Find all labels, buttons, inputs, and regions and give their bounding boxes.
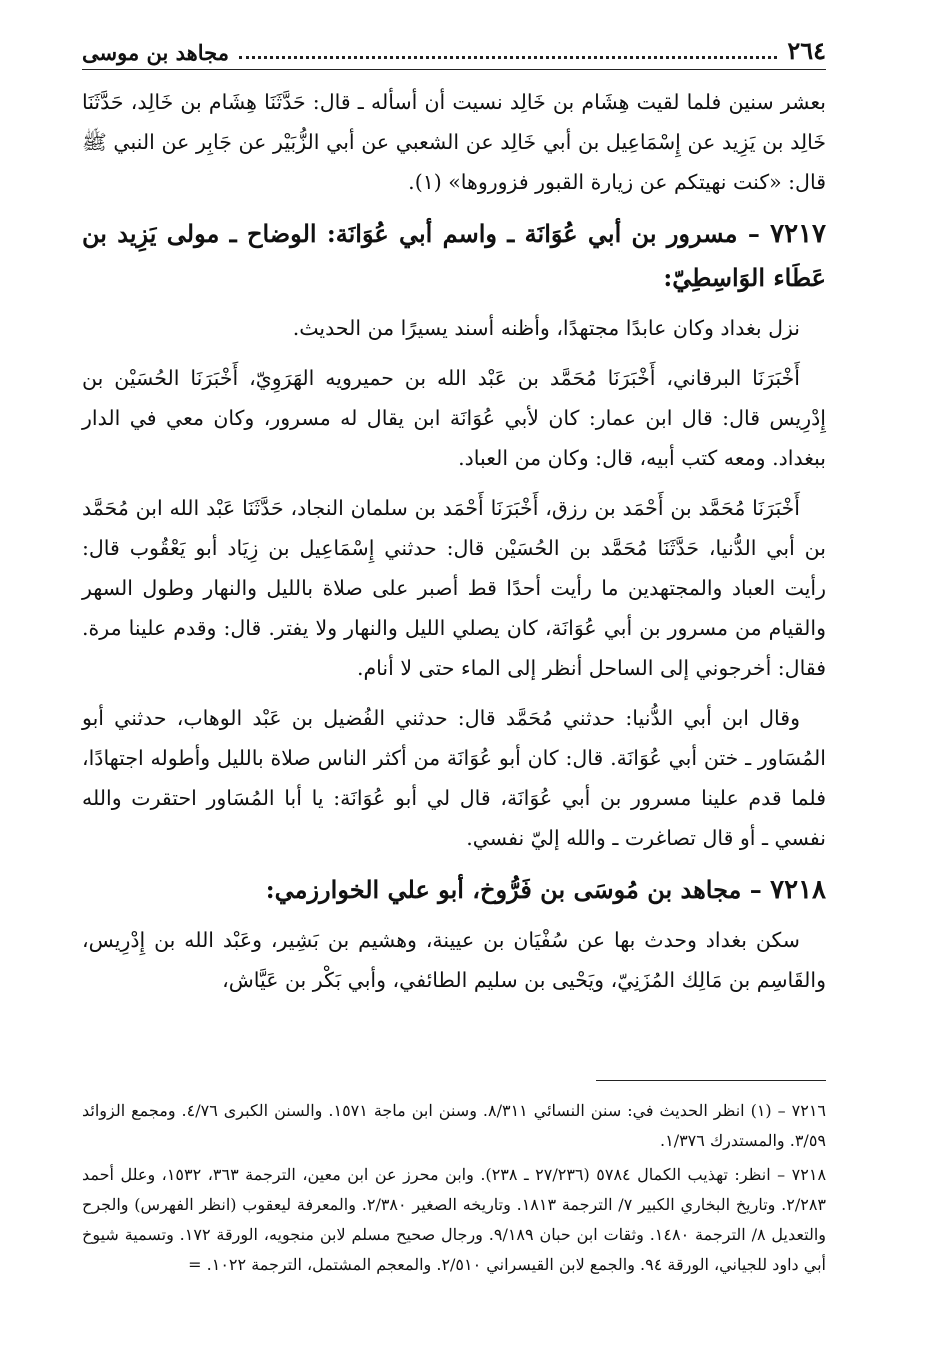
footnote: ٧٢١٦ – (١) انظر الحديث في: سنن النسائي ٨/٣١١. وسنن ابن ماجة ١٥٧١. والسنن الكبرى ٤/٧٦. ومجمع الزوائد ٣/٥٩. والمستدرك ١/٣٧٦. bbox=[82, 1101, 826, 1150]
paragraph: وقال ابن أبي الدُّنيا: حدثني مُحَمَّد قال: حدثني الفُضيل بن عَبْد الوهاب، حدثني أبو المُسَاور ـ ختن أبي عُوَانَة. قال: كان أبو عُوَانَة من أكثر الناس صلاة بالليل وأطوله اجتهادًا، فلما قدم علينا مسرور بن أبي عُوَانَة، قال لي أبو عُوَانَة: يا أبا المُسَاور احتقرت والله نفسي ـ أو قال تصاغرت ـ والله إليّ نفسي. bbox=[82, 706, 826, 850]
entry-number: ٧٢١٨ bbox=[770, 875, 826, 905]
footnotes bbox=[82, 1096, 826, 1284]
entry-heading-7218 bbox=[82, 868, 826, 912]
entry-number: ٧٢١٧ bbox=[770, 219, 827, 249]
paragraph: سكن بغداد وحدث بها عن سُفْيَان بن عيينة، وهشيم بن بَشِير، وعَبْد الله بن إِدْرِيس، والقَاسِم بن مَالِك المُزَنِيّ، ويَحْيى بن سليم الطائفي، وأبي بَكْر بن عَيَّاش، bbox=[82, 928, 826, 992]
footnote-divider bbox=[596, 1080, 826, 1081]
entry-title: – مسرور بن أبي عُوَانَة ـ واسم أبي عُوَانَة: الوضاح ـ مولى يَزِيد بن عَطَاء الوَاسِطِيّ: bbox=[82, 219, 826, 292]
footnote: ٧٢١٨ – انظر: تهذيب الكمال ٥٧٨٤ (٢٧/٢٣٦ ـ ٢٣٨). وابن محرز عن ابن معين، الترجمة ٣٦٣، ١٥٣٢، وعلل أحمد ٢/٢٨٣. وتاريخ البخاري الكبير ٧/ الترجمة ١٨١٣. وتاريخه الصغير ٢/٣٨٠. والمعرفة ليعقوب (انظر الفهرس) والجرح والتعديل ٨/ الترجمة ١٤٨٠. وثقات ابن حبان ٩/١٨٩. ورجال صحيح مسلم لابن منجويه، الورقة ١٧٢. وتسمية شيوخ أبي داود للجياني، الورقة ٩٤. والجمع لابن القيسراني ٢/٥١٠. والمعجم المشتمل، الترجمة ١٠٢٢. = bbox=[82, 1165, 827, 1274]
paragraph: أَخْبَرَنَا مُحَمَّد بن أَحْمَد بن رزق، أَخْبَرَنَا أَحْمَد بن سلمان النجاد، حَدَّثَنَا عَبْد الله ابن مُحَمَّد بن أبي الدُّنيا، حَدَّثَنَا مُحَمَّد بن الحُسَيْن قال: حدثني إِسْمَاعِيل بن زِيَاد أبو يَعْقُوب قال: رأيت العباد والمجتهدين ما رأيت أحدًا قط أصبر على صلاة بالليل والنهار وطول السهر والقيام من مسرور بن أبي عُوَانَة، كان يصلي الليل والنهار ولا يفتر. قال: وقدم علينا مرة. فقال: أخرجوني إلى الساحل أنظر إلى الماء حتى لا أنام. bbox=[82, 496, 826, 680]
running-title: مجاهد بن موسى bbox=[82, 40, 229, 65]
entry-title: – مجاهد بن مُوسَى بن فَرُّوخ، أبو علي الخوارزمي: bbox=[265, 875, 762, 904]
paragraph: نزل بغداد وكان عابدًا مجتهدًا، وأظنه أسند يسيرًا من الحديث. bbox=[292, 316, 800, 340]
page-header bbox=[82, 30, 826, 70]
dotted-leader bbox=[239, 56, 777, 59]
main-text bbox=[82, 82, 826, 1010]
entry-heading-7217 bbox=[82, 212, 826, 300]
paragraph: أَخْبَرَنَا البرقاني، أَخْبَرَنَا مُحَمَّد بن عَبْد الله بن حميرويه الهَرَوِيّ، أَخْبَرَنَا الحُسَيْن بن إِدْرِيس قال: قال ابن عمار: كان لأبي عُوَانَة ابن يقال له مسرور، وكان معي في الدار ببغداد. ومعه كتب أبيه، قال: وكان من العباد. bbox=[82, 366, 826, 470]
paragraph-continuation: بعشر سنين فلما لقيت هِشَام بن خَالِد نسيت أن أسأله ـ قال: حَدَّثَنَا هِشَام بن خَالِد، حَدَّثَنَا خَالِد بن يَزِيد عن إِسْمَاعِيل بن أبي خَالِد عن الشعبي عن أبي الزُّبَيْر عن جَابِر عن النبي ﷺ قال: «كنت نهيتكم عن زيارة القبور فزوروها» (١). bbox=[82, 90, 826, 194]
page-number: ٢٦٤ bbox=[787, 36, 826, 65]
